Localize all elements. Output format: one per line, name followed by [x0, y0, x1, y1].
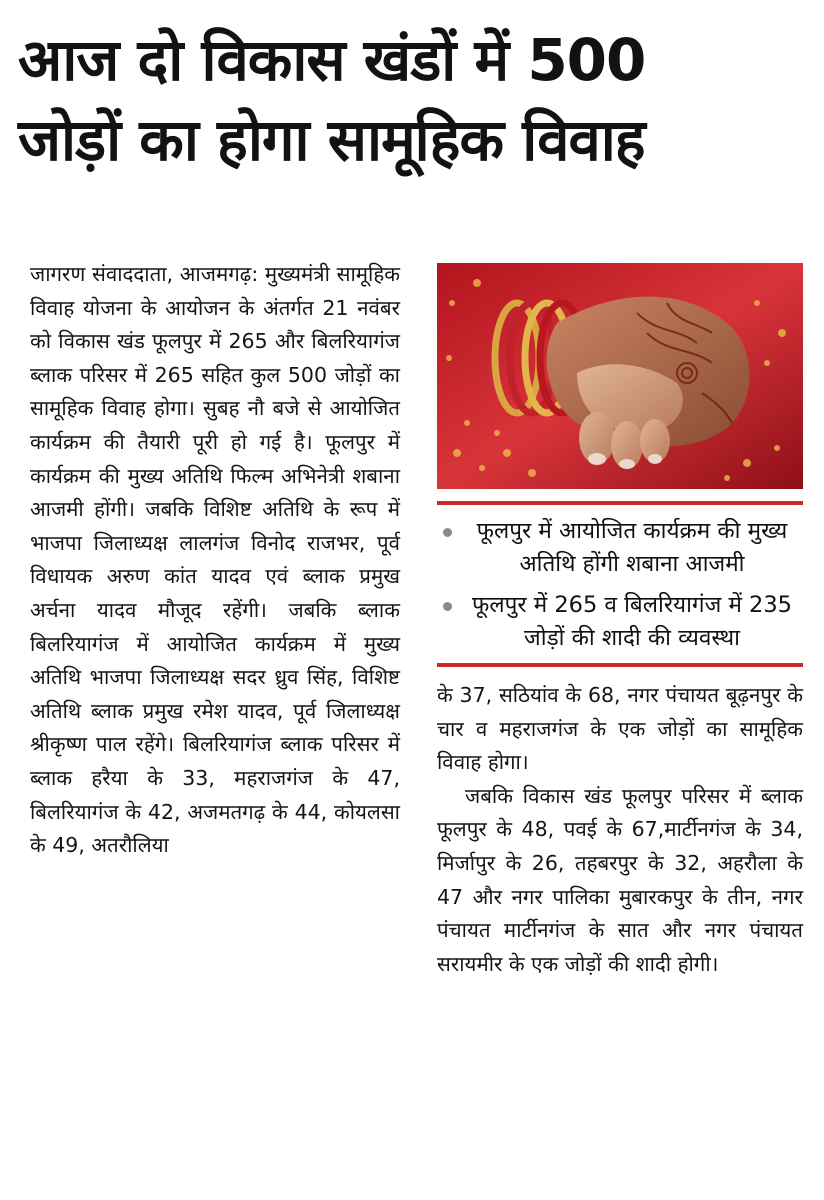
- highlight-text: फूलपुर में 265 व बिलरियागंज में 235 जोड़ों की शादी की व्यवस्था: [471, 592, 792, 651]
- article-text-right-para-2: जबकि विकास खंड फूलपुर परिसर में ब्लाक फूलपुर के 48, पवई के 67,मार्टीनगंज के 34, मिर्जापुर के 26, तहबरपुर के 32, अहरौला के 47 और नगर पालिका मुबारकपुर के तीन, नगर पंचायत मार्टीनगंज के सात और नगर पंचायत सरायमीर के एक जोड़ों की शादी होगी।: [437, 783, 803, 976]
- bullet-icon: [443, 602, 452, 611]
- highlight-text: फूलपुर में आयोजित कार्यक्रम की मुख्य अतिथि होंगी शबाना आजमी: [476, 518, 788, 577]
- highlight-item: [437, 589, 803, 655]
- headline-line-1: आज दो विकास खंडों में 500: [18, 26, 646, 94]
- article-text-right-para-1: के 37, सठियांव के 68, नगर पंचायत बूढ़नपुर के चार व महराजगंज के एक जोड़ों का सामूहिक विवाह होगा।: [437, 683, 803, 775]
- red-divider-top: [437, 501, 803, 505]
- red-divider-bottom: [437, 663, 803, 667]
- headline: [18, 20, 808, 180]
- headline-line-2: जोड़ों का होगा सामूहिक विवाह: [18, 106, 645, 174]
- bullet-icon: [443, 528, 452, 537]
- article-right-column: [437, 263, 803, 981]
- wedding-hands-photo: [437, 263, 803, 489]
- article-left-column: [30, 258, 400, 863]
- article-text-left: जागरण संवाददाता, आजमगढ़: मुख्यमंत्री सामूहिक विवाह योजना के आयोजन के अंतर्गत 21 नवंबर को विकास खंड फूलपुर में 265 और बिलरियागंज ब्लाक परिसर में 265 सहित कुल 500 जोड़ों का सामूहिक विवाह होगा। सुबह नौ बजे से आयोजित कार्यक्रम की तैयारी पूरी हो गई है। फूलपुर में कार्यक्रम की मुख्य अतिथि फिल्म अभिनेत्री शबाना आजमी होंगी। जबकि विशिष्ट अतिथि के रूप में भाजपा जिलाध्यक्ष लालगंज विनोद राजभर, पूर्व विधायक अरुण कांत यादव एवं ब्लाक प्रमुख अर्चना यादव मौजूद रहेंगी। जबकि ब्लाक बिलरियागंज में आयोजित कार्यक्रम में मुख्य अतिथि भाजपा जिलाध्यक्ष सदर ध्रुव सिंह, विशिष्ट अतिथि ब्लाक प्रमुख रमेश यादव, पूर्व जिलाध्यक्ष श्रीकृष्ण पाल रहेंगे। बिलरियागंज ब्लाक परिसर में ब्लाक हरैया के 33, महराजगंज के 47, बिलरियागंज के 42, अजमतगढ़ के 44, कोयलसा के 49, अतरौलिया: [30, 262, 400, 858]
- highlight-item: [437, 515, 803, 581]
